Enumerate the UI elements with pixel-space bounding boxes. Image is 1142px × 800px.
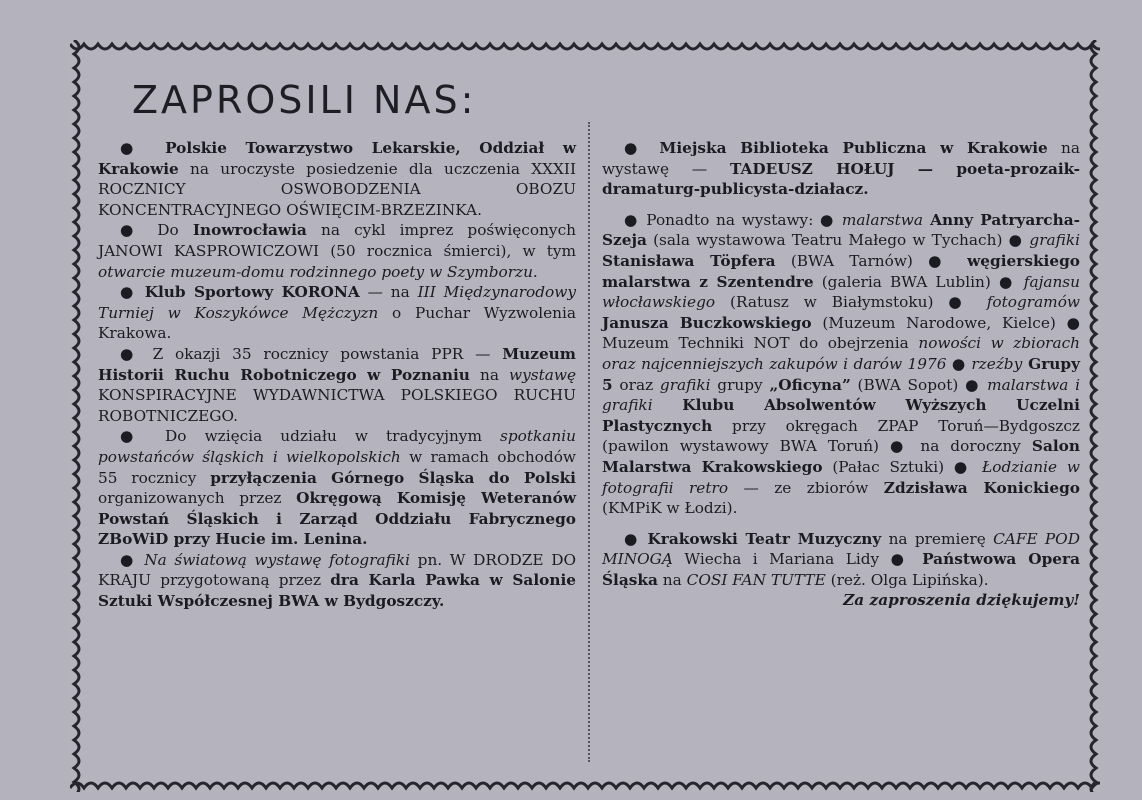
item-text: Zdzisława Konickiego [883, 478, 1080, 497]
item-text: (sala wystawowa Teatru Małego w Tychach) ● [646, 231, 1030, 250]
item-text: pn. W DRODZE DO KRAJU przygotowaną przez [98, 550, 576, 590]
item-text: (Ratusz w Białymstoku) ● [715, 293, 987, 312]
item-text: Do [157, 221, 193, 240]
item-text: rzeźby [971, 354, 1023, 373]
invitation-item [602, 210, 1080, 519]
item-text: Krakowski Teatr Muzyczny [647, 529, 882, 548]
wavy-border-left [70, 40, 88, 792]
bullet-icon: ● [624, 529, 648, 548]
item-text: TADEUSZ HOŁUJ — poeta-prozaik-dramaturg-publicysta-działacz. [602, 159, 1080, 199]
item-text: w ramach obchodów 55 rocznicy [98, 447, 576, 487]
item-text: (BWA Tarnów) ● [775, 251, 968, 270]
item-text: na cykl imprez poświęconych JANOWI KASPROWICZOWI (50 rocznica śmierci), w tym [98, 221, 576, 260]
invitation-item [602, 529, 1080, 591]
invitation-item [98, 138, 576, 220]
item-text: Państwowa Opera Śląska [602, 550, 1080, 589]
item-text: (KMPiK w Łodzi). [602, 499, 738, 518]
item-text: Na światową wystawę fotografiki [144, 550, 411, 569]
item-text: na uroczyste posiedzenie dla uczczenia XXXII ROCZNICY OSWOBODZENIA OBOZU KONCENTRACYJNEGO OŚWIĘCIM-BRZEZINKA. [98, 159, 576, 219]
bullet-icon: ● [120, 344, 153, 363]
item-text: na [469, 365, 509, 384]
item-text: „Oficyna” [769, 375, 851, 394]
bullet-icon: ● [120, 221, 158, 240]
item-text: otwarcie muzeum-domu rodzinnego poety w Szymborzu. [98, 262, 538, 281]
invitation-item [98, 426, 576, 550]
item-text: nowości w zbiorach oraz najcenniejszych zakupów i darów 1976 [602, 334, 1081, 373]
item-text: Klub Sportowy KORONA [144, 283, 360, 302]
item-text: Okręgową Komisję Weteranów Powstań Śląskich i Zarząd Oddziału Fabrycznego ZBoWiD przy Hucie im. Lenina. [98, 489, 577, 549]
item-text: węgierskiego malarstwa z Szentendre [602, 251, 1080, 291]
item-text: — na [359, 283, 418, 302]
item-text: wystawę [509, 365, 576, 384]
bullet-icon: ● [624, 139, 660, 157]
item-text: fajansu włocławskiego [602, 272, 1080, 312]
item-text: malarstwa [841, 210, 924, 229]
item-text: na [657, 570, 687, 589]
item-text: oraz [612, 375, 660, 394]
item-text: grafiki [1029, 231, 1080, 250]
right-column [602, 138, 1080, 611]
item-text: ● [946, 354, 972, 373]
item-text: przy okręgach ZPAP Toruń—Bydgoszcz (pawilon wystawowy BWA Toruń) ● na doroczny [602, 416, 1080, 456]
bullet-icon: ● [120, 283, 145, 302]
wavy-border-right [1082, 40, 1100, 792]
item-text: fotogramów [986, 293, 1080, 312]
item-text: Muzeum Historii Ruchu Robotniczego w Poznaniu [98, 344, 576, 384]
article-title: ZAPROSILI NAS: [132, 78, 477, 122]
item-text: dra Karla Pawka w Salonie Sztuki Współczesnej BWA w Bydgoszczy. [98, 571, 577, 611]
item-text: Anny Patryarcha-Szeja [602, 210, 1080, 250]
item-text: spotkaniu powstańców śląskich i wielkopolskich [98, 427, 576, 466]
invitation-item [98, 220, 576, 282]
item-text: przyłączenia Górnego Śląska do Polski [210, 468, 576, 487]
invitation-item [602, 138, 1080, 200]
item-text: Do wzięcia udziału w tradycyjnym [165, 427, 500, 446]
item-text: COSI FAN TUTTE [686, 570, 826, 589]
item-text: na wystawę — [602, 139, 1080, 178]
article-frame [70, 40, 1100, 792]
item-text: KONSPIRACYJNE WYDAWNICTWA POLSKIEGO RUCHU ROBOTNICZEGO. [98, 386, 576, 425]
item-text: (Pałac Sztuki) ● [822, 457, 982, 476]
left-column [98, 138, 576, 612]
invitation-item [98, 550, 576, 612]
item-text: grupy [710, 375, 770, 394]
item-text: Salon Malarstwa Krakowskiego [602, 437, 1080, 476]
item-text: (galeria BWA Lublin) ● [813, 272, 1024, 291]
bullet-icon: ● [624, 210, 647, 229]
item-text: Wiecha i Mariana Lidy ● [672, 550, 923, 569]
item-text: grafiki [659, 375, 711, 394]
item-text: III Międzynarodowy Turniej w Koszykówce Mężczyzn [98, 283, 576, 322]
column-divider [588, 122, 590, 762]
item-text: na premierę [881, 529, 994, 548]
item-text: organizowanych przez [98, 489, 297, 508]
item-text: Polskie Towarzystwo Lekarskie, Oddział w Krakowie [98, 139, 576, 178]
item-text: (BWA Sopot) ● [850, 375, 988, 394]
item-text: Stanisława Töpfera [602, 251, 776, 270]
bullet-icon: ● [120, 139, 166, 157]
closing-note: Za zaproszenia dziękujemy! [843, 591, 1080, 610]
item-text: malarstwa i grafiki [602, 375, 1080, 415]
bullet-icon: ● [120, 427, 166, 446]
item-text: Z okazji 35 rocznicy powstania PPR — [152, 344, 503, 363]
invitation-item [98, 282, 576, 344]
item-text: Miejska Biblioteka Publiczna w Krakowie [659, 139, 1048, 157]
item-text: Janusza Buczkowskiego [602, 313, 812, 332]
item-text: Inowrocławia [192, 221, 307, 240]
item-text: o Puchar Wyzwolenia Krakowa. [98, 303, 576, 343]
item-text: (Muzeum Narodowe, Kielce) ● Muzeum Techniki NOT do obejrzenia [602, 313, 1081, 353]
item-text: Ponadto na wystawy: ● [646, 210, 842, 229]
item-text: CAFE POD MINOGĄ [602, 529, 1080, 569]
item-text: Grupy 5 [602, 354, 1081, 394]
wavy-border-bottom [70, 774, 1100, 792]
wavy-border-top [70, 40, 1100, 58]
invitation-item [98, 344, 576, 426]
item-text: Klubu Absolwentów Wyższych Uczelni Plastycznych [602, 396, 1080, 435]
item-text: Łodzianie w fotografii retro [602, 457, 1080, 497]
item-text: (reż. Olga Lipińska). [825, 570, 989, 589]
bullet-icon: ● [120, 550, 145, 569]
item-text: — ze zbiorów [728, 478, 884, 497]
